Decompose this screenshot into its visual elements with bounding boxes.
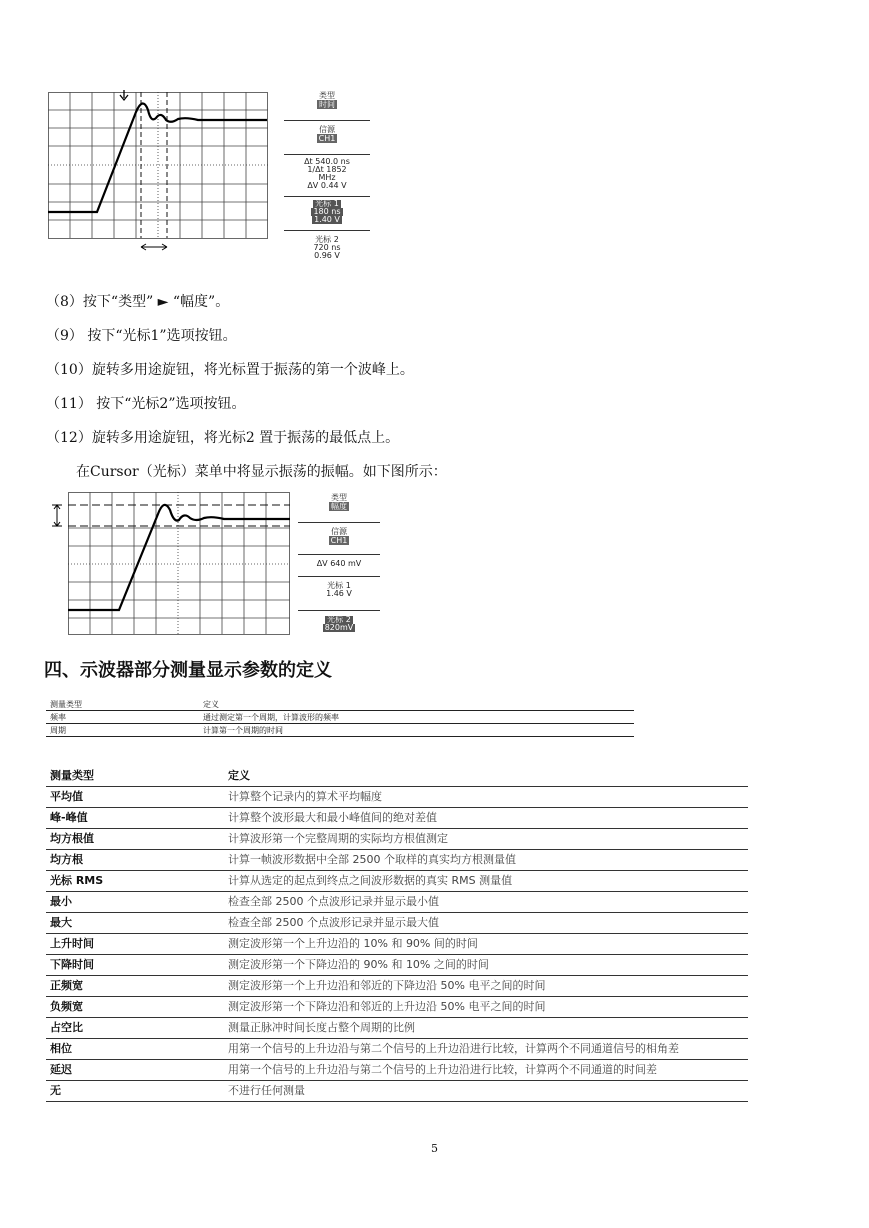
table-cell: 相位 [50, 1042, 72, 1055]
menu-source-value-2[interactable]: CH1 [330, 536, 348, 545]
table-header-cell: 测量类型 [50, 769, 94, 782]
table-cell: 光标 RMS [50, 874, 104, 887]
cursor-menu-panel-1 [284, 88, 370, 264]
table-cell: 平均值 [50, 790, 83, 803]
cursor2-label-2[interactable]: 光标 2 [327, 615, 351, 624]
table-header-row [46, 698, 634, 711]
section-title: 四、示波器部分测量显示参数的定义 [44, 660, 332, 681]
table-cell: 最大 [50, 916, 72, 929]
table-cell: 负频宽 [50, 1000, 83, 1013]
table-cell: 检查全部 2500 个点波形记录并显示最大值 [228, 916, 439, 929]
table-header-cell: 测量类型 [50, 699, 82, 709]
step-9: （9） 按下“光标1”选项按钮。 [46, 328, 237, 344]
table-header-cell: 定义 [228, 769, 250, 782]
measurement-table-large [46, 768, 748, 1102]
table-cell: 检查全部 2500 个点波形记录并显示最小值 [228, 895, 439, 908]
table-header-cell: 定义 [203, 699, 219, 709]
table-row [46, 850, 748, 871]
table-row [46, 1081, 748, 1102]
table-row [46, 892, 748, 913]
table-cell: 上升时间 [50, 937, 94, 950]
cursor1-voltage: 1.40 V [314, 215, 340, 224]
table-cell: 最小 [50, 895, 72, 908]
step-10: （10）旋转多用途旋钮，将光标置于振荡的第一个波峰上。 [46, 362, 414, 378]
table-row [46, 934, 748, 955]
cursor1-time: 180 ns [313, 207, 341, 216]
table-cell: 无 [50, 1084, 61, 1097]
delta-v-readout: ΔV 0.44 V [307, 181, 347, 190]
table-cell: 均方根值 [50, 832, 94, 845]
table-header-row [46, 768, 748, 787]
table-cell: 均方根 [50, 853, 83, 866]
delta-v-readout-2: ΔV 640 mV [316, 559, 362, 568]
table-cell: 计算整个记录内的算术平均幅度 [228, 790, 382, 803]
menu-source-label: 信源 [319, 125, 335, 134]
table-row [46, 871, 748, 892]
table-cell: 频率 [50, 712, 66, 722]
step-11: （11） 按下“光标2”选项按钮。 [46, 396, 246, 412]
cursor2-voltage-2: 820mV [324, 623, 354, 632]
delta-t-readout: Δt 540.0 ns [304, 157, 350, 166]
cursor2-voltage: 0.96 V [314, 251, 340, 260]
menu-type-value[interactable]: 时间 [319, 100, 335, 109]
step-8: （8）按下“类型” ► “幅度”。 [46, 294, 230, 310]
table-row [46, 787, 748, 808]
menu-source-label-2: 信源 [331, 527, 347, 536]
table-row [46, 1060, 748, 1081]
table-cell: 下降时间 [50, 958, 94, 971]
table-cell: 计算一帧波形数据中全部 2500 个取样的真实均方根测量值 [228, 853, 516, 866]
table-cell: 不进行任何测量 [228, 1084, 305, 1097]
table-row [46, 1018, 748, 1039]
table-row [46, 724, 634, 737]
cursor1-voltage-2: 1.46 V [326, 589, 352, 598]
measurement-table-small [46, 698, 634, 737]
step-12: （12）旋转多用途旋钮，将光标2 置于振荡的最低点上。 [46, 430, 400, 446]
cursor1-label[interactable]: 光标 1 [315, 199, 339, 208]
inverse-delta-t-unit: MHz [318, 173, 336, 182]
table-cell: 用第一个信号的上升边沿与第二个信号的上升边沿进行比较，计算两个不同通道的时间差 [228, 1063, 657, 1076]
table-cell: 周期 [50, 725, 66, 735]
table-cell: 计算从选定的起点到终点之间波形数据的真实 RMS 测量值 [228, 874, 513, 887]
menu-type-value-2[interactable]: 幅度 [331, 502, 347, 511]
table-row [46, 1039, 748, 1060]
table-cell: 正频宽 [50, 979, 83, 992]
cursor2-time: 720 ns [313, 243, 341, 252]
menu-source-value[interactable]: CH1 [318, 134, 336, 143]
scope-screen-time-cursor [48, 90, 270, 258]
cursor2-label[interactable]: 光标 2 [315, 235, 339, 244]
menu-type-label: 类型 [319, 91, 335, 100]
table-cell: 计算整个波形最大和最小峰值间的绝对差值 [228, 811, 437, 824]
table-cell: 峰-峰值 [50, 811, 88, 824]
table-row [46, 976, 748, 997]
table-cell: 测定波形第一个上升边沿和邻近的下降边沿 50% 电平之间的时间 [228, 979, 546, 992]
cursor1-label-2[interactable]: 光标 1 [327, 581, 351, 590]
table-row [46, 808, 748, 829]
table-cell: 用第一个信号的上升边沿与第二个信号的上升边沿进行比较，计算两个不同通道信号的相角差 [228, 1042, 679, 1055]
table-cell: 测定波形第一个下降边沿和邻近的上升边沿 50% 电平之间的时间 [228, 1000, 546, 1013]
table-cell: 计算第一个周期的时间 [203, 725, 283, 735]
table-cell: 占空比 [50, 1021, 83, 1034]
cursor-menu-panel-2 [298, 490, 380, 640]
table-cell: 通过测定第一个周期，计算波形的频率 [203, 712, 339, 722]
cursor-menu-note: 在Cursor（光标）菜单中将显示振荡的振幅。如下图所示： [76, 464, 447, 480]
table-row [46, 997, 748, 1018]
table-cell: 计算波形第一个完整周期的实际均方根值测定 [228, 832, 448, 845]
table-row [46, 913, 748, 934]
table-row [46, 829, 748, 850]
page-number: 5 [431, 1142, 438, 1155]
inverse-delta-t-readout: 1/Δt 1852 [307, 165, 347, 174]
table-cell: 延迟 [50, 1063, 72, 1076]
table-cell: 测量正脉冲时间长度占整个周期的比例 [228, 1021, 415, 1034]
table-row [46, 711, 634, 724]
table-row [46, 955, 748, 976]
table-cell: 测定波形第一个上升边沿的 10% 和 90% 间的时间 [228, 937, 478, 950]
table-cell: 测定波形第一个下降边沿的 90% 和 10% 之间的时间 [228, 958, 489, 971]
menu-type-label-2: 类型 [331, 493, 347, 502]
scope-screen-amplitude-cursor [46, 492, 292, 636]
